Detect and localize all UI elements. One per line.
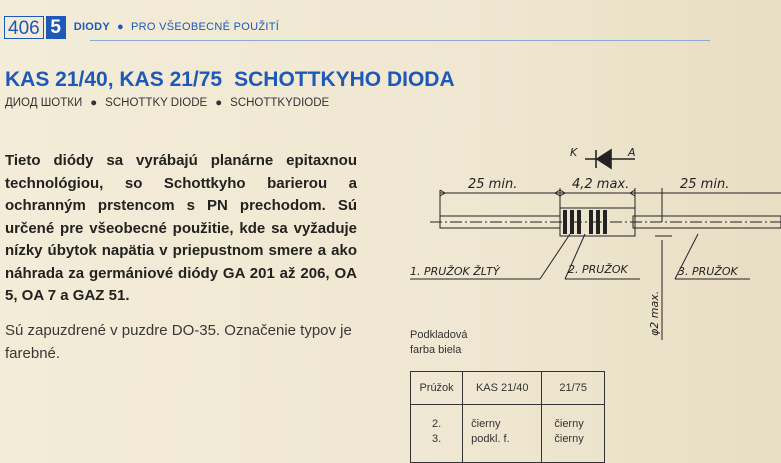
table-header-cell: 21/75 [542, 372, 605, 405]
translated-names [5, 97, 329, 109]
description-paragraph: Tieto diódy sa vyrábajú planárne epitaxnou technológiou, so Schottkyho barierou a ochranným prstencom s PN prechodom. Sú určené pre všeobecné použitie, kde sa vyžaduje nízky úbytok napätia v priepustnom smere a ako náhrada za germániové diódy GA 201 až 206, OA 5, OA 7 a GAZ 51. [5, 152, 357, 304]
cathode-label: K [570, 146, 578, 159]
stripe-color-table [410, 371, 605, 463]
table-cell: podkl. f. [471, 433, 510, 445]
stripe-number-cell [411, 405, 463, 463]
stripe-3-label: 3. PRUŽOK [678, 265, 738, 278]
page-header [4, 14, 279, 40]
dimension-diameter: φ2 max. [648, 290, 661, 336]
stripe-2-label: 2. PRUŽOK [568, 263, 628, 276]
stripe-1-label: 1. PRUŽOK ŽLTÝ [410, 265, 500, 278]
name-russian: ДИОД ШОТКИ [5, 97, 83, 109]
bullet-icon: ● [90, 97, 98, 109]
anode-label: A [628, 146, 636, 159]
table-cell: čierny [554, 418, 584, 430]
table-cell: čierny [471, 418, 501, 430]
table-cell: čierny [554, 433, 584, 445]
device-type: SCHOTTKYHO DIODA [234, 68, 455, 91]
section-number: 5 [46, 16, 66, 39]
page-title [5, 68, 455, 92]
table-row [411, 405, 605, 463]
table-cell: 3. [431, 433, 442, 445]
header-divider [90, 40, 710, 41]
diode-dimension-drawing [400, 140, 781, 350]
table-cell: 2. [431, 418, 442, 430]
kas-21-75-color-cell [542, 405, 605, 463]
table-header-cell: Prúžok [411, 372, 463, 405]
base-color-line-2: farba biela [410, 344, 462, 356]
dimension-right: 25 min. [680, 177, 730, 192]
device-names: KAS 21/40, KAS 21/75 [5, 68, 223, 91]
package-paragraph: Sú zapuzdrené v puzdre DO-35. Označenie typov je farebné. [5, 322, 352, 362]
name-english: SCHOTTKY DIODE [105, 97, 208, 109]
bullet-icon: ● [117, 21, 124, 33]
kas-21-40-color-cell [463, 405, 542, 463]
table-header-row [411, 372, 605, 405]
base-color-note [410, 328, 468, 358]
dimension-body: 4,2 max. [572, 177, 630, 192]
subcategory-label: PRO VŠEOBECNÉ POUŽITÍ [131, 21, 280, 33]
base-color-line-1: Podkladová [410, 329, 468, 341]
header-category [74, 21, 279, 33]
dimension-left: 25 min. [468, 177, 518, 192]
bullet-icon: ● [215, 97, 223, 109]
table-header-cell: KAS 21/40 [463, 372, 542, 405]
page-number: 406 [4, 16, 44, 39]
category-label: DIODY [73, 21, 111, 33]
name-german: SCHOTTKYDIODE [230, 97, 330, 109]
